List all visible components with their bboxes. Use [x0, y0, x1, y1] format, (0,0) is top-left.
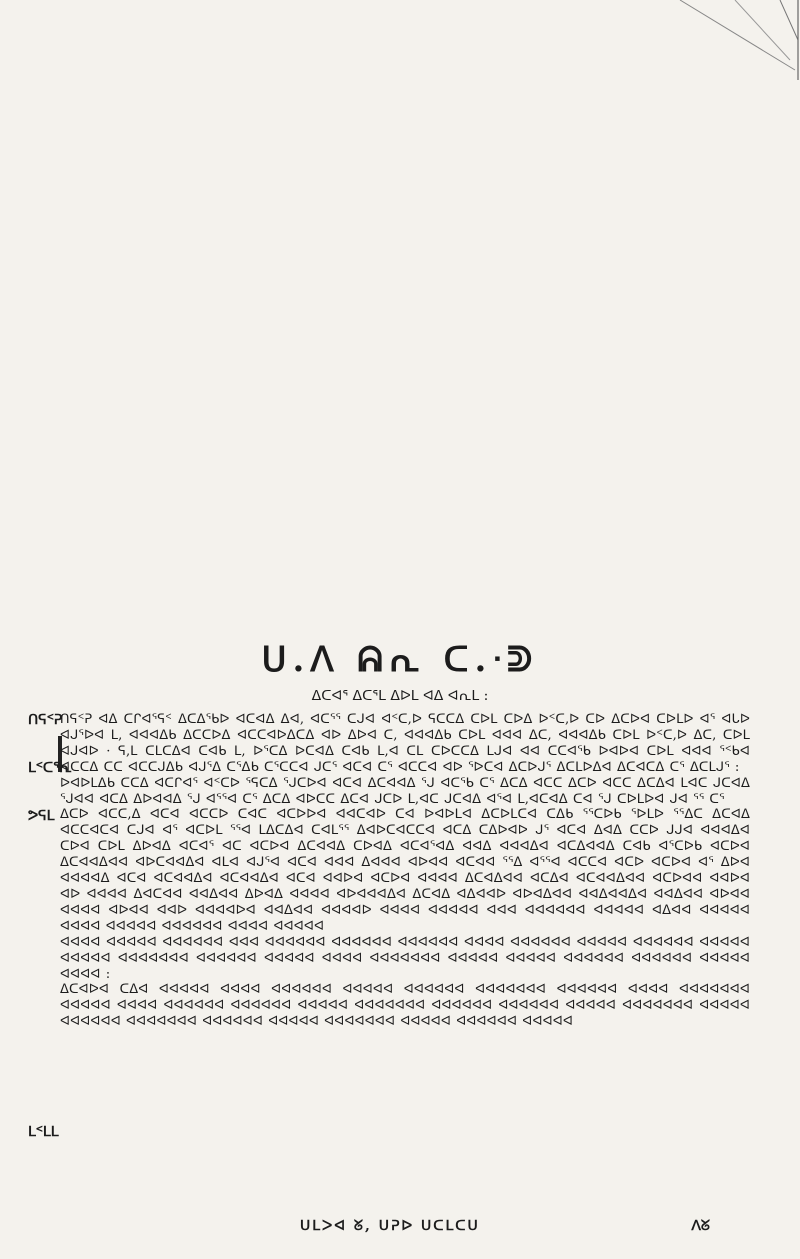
paragraph: ᐃᑕᐊᐅᐊ ᑕᐃᐊ ᐊᐊᐊᐊᐊ ᐊᐊᐊᐊ ᐊᐊᐊᐊᐊᐊ ᐊᐊᐊᐊᐊ ᐊᐊᐊᐊᐊᐊ ᐊᐊᐊᐊᐊᐊᐊ ᐊᐊᐊᐊᐊᐊ ᐊᐊᐊᐊ ᐊᐊᐊᐊᐊᐊᐊ ᐊᐊᐊᐊᐊ ᐊᐊᐊᐊ ᐊᐊᐊᐊᐊᐊ ᐊᐊᐊᐊᐊᐊ ᐊᐊᐊᐊᐊ ᐊᐊᐊᐊᐊᐊᐊ ᐊᐊᐊᐊᐊᐊ ᐊᐊᐊᐊᐊᐊ ᐊᐊᐊᐊᐊ ᐊᐊᐊᐊᐊᐊᐊ ᐊᐊᐊᐊᐊ ᐊᐊᐊᐊᐊᐊ ᐊᐊᐊᐊᐊᐊᐊ ᐊᐊᐊᐊᐊᐊ ᐊᐊᐊᐊᐊ ᐊᐊᐊᐊᐊᐊᐊ ᐊᐊᐊᐊᐊ ᐊᐊᐊᐊᐊᐊ ᐊᐊᐊᐊᐊ: [60, 982, 750, 1030]
page-title: ᑌ.ᐱ ᕱᕆ ᑕ.ᐧᕲ: [261, 640, 539, 680]
paragraph: ᑎᕋᑉᕈ ᐊᐃ ᑕᒋᐊᕐᕋᑉ ᐃᑕᐃᕐᑲᐅ ᐊᑕᐊᐃ ᐃᐊ, ᐊᑕᕐᕐ ᑕᒍᐊ ᐊᑉᑕ,ᐅ ᕋᑕᑕᐃ ᑕᐅᒪ ᑕᐅᐃ ᐅᑉᑕ,ᐅ ᑕᐅ ᐃᑕᐅᐊ ᑕᐅᒪᐅ ᐊᕐ ᐊᒐᐅ ᐊᒍᕐᐅᐊ ᒪ, ᐊᐊᐊᐃᑲ ᐃᑕᑕᐅᐃ ᐊᑕᑕᐊᐅᐃᑕᐃ ᐊᐅ ᐃᐅᐊ ᑕ, ᐊᐊᐊᐃᑲ ᑕᐅᒪ ᐊᐊᐊ ᐃᑕ, ᐊᐊᐊᐃᑲ ᑕᐅᒪ ᐅᑉᑕ,ᐅ ᐃᑕ, ᑕᐅᒪ ᐊᒍᐊᐅ · ᕋ,ᒪ ᑕᒪᑕᐃᐊ ᑕᐊᑲ ᒪ, ᐅᕐᑕᐃ ᐅᑕᐊᐃ ᑕᐊᑲ ᒪ,ᐊ ᑕᒪ ᑕᐅᑕᑕᐃ ᒪᒍᐊ ᐊᐊ ᑕᑕᐊᕐᑲ ᐅᐊᐅᐊ ᑕᐅᒪ ᐊᐊᐊ ᕐᑉᑲᐊ ᐊᑕᑕᐃ ᑕᑕ ᐊᑕᑕᒍᐃᑲ ᐊᒍᕐᐃ ᑕᕐᐃᑲ ᑕᕐᑕᑕᐊ ᒍᑕᕐ ᐊᑕᐊ ᑕᕐ ᐊᑕᑕᐊ ᐊᐅ ᕐᐅᑕᐊ ᐃᑕᐅᒍᕐ ᐃᑕᒪᐅᐃᐊ ᐃᑕᐊᑕᐃ ᑕᕐ ᐃᑕᒪᒍᕐ :: [60, 712, 750, 775]
margin-marker-2: ᒪᑉᑕᕐᕆ: [28, 760, 72, 776]
page-number: ᐱᘜ: [691, 1218, 710, 1234]
page-subtitle: ᐃᑕᐊᕐ ᐃᑕᕐᒪ ᐃᐅᒪ ᐊᐃ ᐊᕆᒪ :: [311, 688, 489, 704]
margin-marker-4: ᒪᑉᒪᒪ: [28, 1124, 59, 1140]
footer-running-title: ᑌᒪᐳᐊ ᘜ, ᑌᕈᐅ ᑌᑕᒪᑕᑌ: [300, 1218, 480, 1234]
paragraph: ᐊᐊᐊᐊ ᐊᐊᐊᐊᐊ ᐊᐊᐊᐊᐊᐊ ᐊᐊᐊ ᐊᐊᐊᐊᐊᐊ ᐊᐊᐊᐊᐊᐊ ᐊᐊᐊᐊᐊᐊ ᐊᐊᐊᐊ ᐊᐊᐊᐊᐊᐊ ᐊᐊᐊᐊᐊ ᐊᐊᐊᐊᐊᐊ ᐊᐊᐊᐊᐊ ᐊᐊᐊᐊᐊ ᐊᐊᐊᐊᐊᐊᐊ ᐊᐊᐊᐊᐊᐊ ᐊᐊᐊᐊᐊ ᐊᐊᐊᐊ ᐊᐊᐊᐊᐊᐊᐊ ᐊᐊᐊᐊᐊ ᐊᐊᐊᐊᐊ ᐊᐊᐊᐊᐊᐊ ᐊᐊᐊᐊᐊᐊ ᐊᐊᐊᐊᐊ ᐊᐊᐊᐊ :: [60, 934, 750, 982]
paragraph: ᐃᑕᐅ ᐊᑕᑕ,ᐃ ᐊᑕᐊ ᐊᑕᑕᐅ ᑕᐊᑕ ᐊᑕᐅᐅᐊ ᐊᐊᑕᐊᐅ ᑕᐊ ᐅᐊᐅᒪᐊ ᐃᑕᐅᒪᑕᐊ ᑕᐃᑲ ᕐᕐᑕᐅᑲ ᕐᐅᒪᐅ ᕐᕐᐃᑕ ᐃᑕᐊᐃ ᐊᑕᑕᐊᑕᐊ ᑕᒍᐊ ᐊᕐ ᐊᑕᐅᒪ ᕐᕐᐊ ᒪᐃᑕᐃᐊ ᑕᐊᒪᕐᕐ ᐃᐊᐅᑕᐊᑕᑕᐊ ᐊᑕᐃ ᑕᐃᐅᐊᐅ ᒍᕐ ᐊᑕᐊ ᐃᐊᐃ ᑕᑕᐅ ᒍᒍᐊ ᐊᐊᐊᐃᐊ ᑕᐅᐊ ᑕᐅᒪ ᐃᐅᐊᐃ ᐊᑕᐊᕐ ᐊᑕ ᐊᑕᐅᐊ ᐃᑕᐊᐊᐃ ᑕᐅᐊᐃ ᐊᑕᐊᕐᐊᐃ ᐊᐊᐃ ᐊᐊᐊᐃᐊ ᐊᑕᐃᐊᐊᐃ ᑕᐊᑲ ᐊᕐᑕᐅᑲ ᐊᑕᐅᐊ ᐃᑕᐊᐊᐃᐊᐊ ᐊᐅᑕᐊᐊᐃᐊ ᐊᒪᐊ ᐊᒍᕐᐊ ᐊᑕᐊ ᐊᐊᐊ ᐃᐊᐊᐊ ᐊᐅᐊᐊ ᐊᑕᐊᐊ ᕐᕐᐃ ᐊᕐᕐᐊ ᐊᑕᑕᐊ ᐊᑕᐅ ᐊᑕᐅᐊ ᐊᕐ ᐃᐅᐊ ᐊᐊᐊᐊᐃ ᐊᑕᐊ ᐊᑕᐊᐊᐃᐊ ᐊᑕᐊᐊᐃᐊ ᐊᑕᐊ ᐊᐊᐅᐊ ᐊᑕᐅᐊ ᐊᐊᐊᐊ ᐃᑕᐊᐃᐊᐊ ᐊᑕᐃᐊ ᐊᑕᐊᐊᐃᐊᐊ ᐊᑕᐅᐊᐊ ᐊᐊᐅᐊ ᐊᐅ ᐊᐊᐊᐊ ᐃᐊᑕᐊᐊ ᐊᐊᐃᐊᐊ ᐃᐅᐊᐃ ᐊᐊᐊᐊ ᐊᐅᐊᐊᐊᐃᐊ ᐃᑕᐊᐃ ᐊᐃᐊᐊᐅ ᐊᐅᐊᐃᐊᐊ ᐊᐊᐃᐊᐊᐃᐊ ᐊᐊᐃᐊᐊ ᐊᐅᐊᐊ ᐊᐊᐊᐊ ᐊᐅᐊᐊ ᐊᐊᐅ ᐊᐊᐊᐊᐅᐊ ᐊᐊᐃᐊᐊ ᐊᐊᐊᐊᐅ ᐊᐊᐊᐊ ᐊᐊᐊᐊᐊ ᐊᐊᐊ ᐊᐊᐊᐊᐊᐊ ᐊᐊᐊᐊᐊ ᐊᐃᐊᐊ ᐊᐊᐊᐊᐊ ᐊᐊᐊᐊ ᐊᐊᐊᐊᐊ ᐊᐊᐊᐊᐊᐊ ᐊᐊᐊᐊ ᐊᐊᐊᐊᐊ: [60, 807, 750, 934]
margin-marker-1: ᑎᕋᑉᕈ: [28, 712, 63, 728]
document-body: [60, 712, 750, 1030]
page-footer: [60, 1218, 750, 1238]
margin-marker-3: ᕗᕋᒪ: [28, 808, 55, 824]
paragraph: ᐅᐊᐅᒪᐃᑲ ᑕᑕᐃ ᐊᑕᒋᐊᕐ ᐊᑉᑕᐅ ᕐᕋᑕᐃ ᕐᒍᑕᐅᐊ ᐊᑕᐊ ᐃᑕᐊᐊᐃ ᕐᒍ ᐊᑕᕐᑲ ᑕᕐ ᐃᑕᐃ ᐊᑕᑕ ᐃᑕᐅ ᐊᑕᑕ ᐃᑕᐃᐊ ᒪᐊᑕ ᒍᑕᐊᐃ ᕐᒍᐊᐊ ᐊᑕᐃ ᐃᐅᐊᐊᐃ ᕐᒍ ᐊᕐᕐᐊ ᑕᕐ ᐃᑕᐃ ᐊᐅᑕᑕ ᐃᑕᐊ ᒍᑕᐅ ᒪ,ᐊᑕ ᒍᑕᐊᐃ ᐊᕐᐊ ᒪ,ᐊᑕᐊᐃ ᑕᐊ ᕐᒍ ᑕᐅᒪᐅᐊ ᒍᐊ ᕐᕐ ᑕᕐ: [60, 775, 750, 807]
